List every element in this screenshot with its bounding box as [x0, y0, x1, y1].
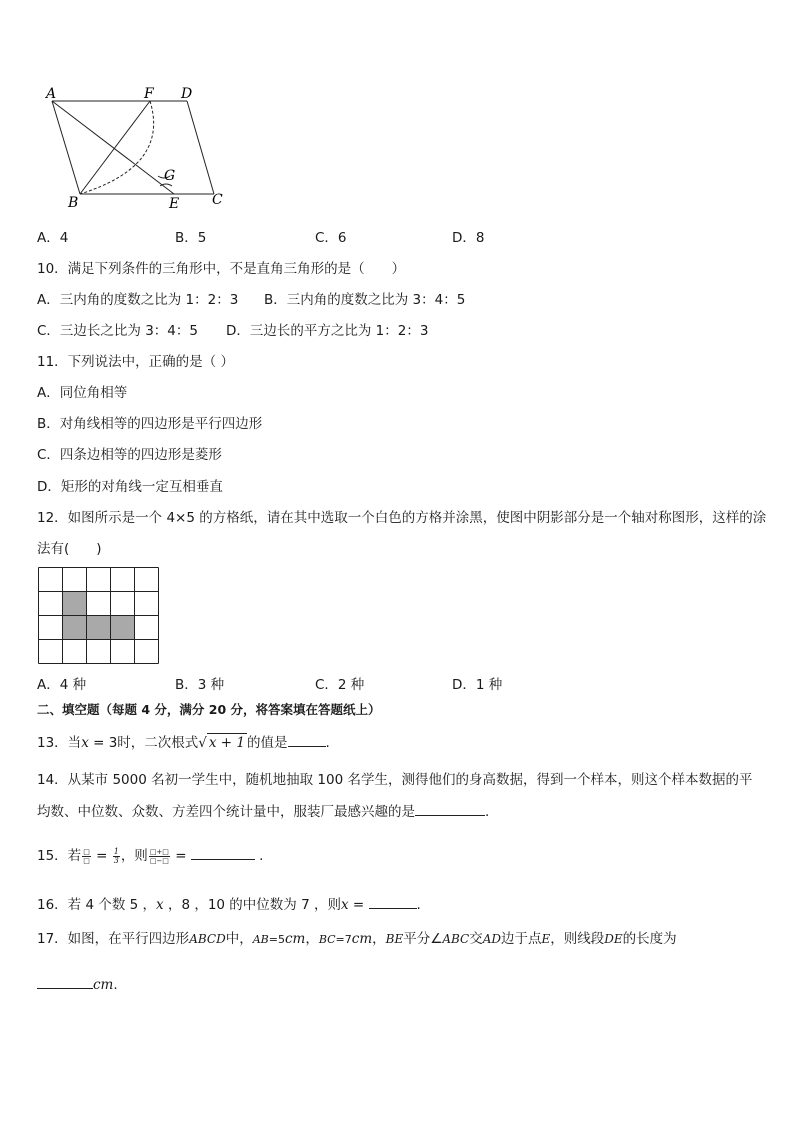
shaded-cell [62, 591, 86, 615]
q16-line: 16．若 4 个数 5 ，x ，8 ，10 的中位数为 7 ，则x = . [37, 897, 421, 913]
q12-stem-line1: 12．如图所示是一个 4×5 的方格纸，请在其中选取一个白色的方格并涂黑，使图中阴影部分是一个轴对称图形，这样的涂 [37, 510, 767, 526]
q9-option-b: B．5 [175, 230, 207, 246]
q11-option-b: B．对角线相等的四边形是平行四边形 [37, 416, 263, 432]
q10-stem: 10．满足下列条件的三角形中，不是直角三角形的是（ ） [37, 261, 406, 277]
label-b: B [68, 195, 79, 211]
q9-option-a: A．4 [37, 230, 69, 246]
q17-line1: 17．如图，在平行四边形ABCD中，AB=5cm，BC=7cm，BE平分∠ABC交AD边于点E，则线段DE的长度为 [37, 931, 677, 947]
label-e: E [169, 196, 180, 212]
label-g: G [164, 168, 176, 184]
q11-option-c: C．四条边相等的四边形是菱形 [37, 447, 222, 463]
label-a: A [46, 86, 57, 102]
q10-option-d: D．三边长的平方之比为 1：2：3 [226, 323, 429, 339]
shaded-cell [62, 615, 86, 639]
q10-option-b: B．三内角的度数之比为 3：4：5 [264, 292, 466, 308]
q12-option-d: D．1 种 [452, 677, 503, 693]
q11-stem: 11．下列说法中，正确的是（ ） [37, 354, 234, 370]
q14-line2: 均数、中位数、众数、方差四个统计量中，服装厂最感兴趣的是 . [37, 804, 490, 820]
q9-option-d: D．8 [452, 230, 485, 246]
parallelogram-figure [40, 86, 240, 212]
grid-figure [38, 567, 160, 665]
q12-option-c: C．2 种 [315, 677, 365, 693]
q17-line2: cm. [37, 975, 118, 994]
label-c: C [212, 192, 223, 208]
q17-answer-blank[interactable] [37, 975, 93, 989]
q10-option-c: C．三边长之比为 3：4：5 [37, 323, 198, 339]
q16-answer-blank[interactable] [369, 895, 417, 909]
q12-option-a: A．4 种 [37, 677, 87, 693]
q9-option-c: C．6 [315, 230, 347, 246]
segment-bf [80, 101, 150, 194]
q11-option-d: D．矩形的对角线一定互相垂直 [37, 479, 223, 495]
q10-option-a: A．三内角的度数之比为 1：2：3 [37, 292, 239, 308]
q12-stem-line2: 法有( ) [37, 541, 102, 557]
side-dc [187, 101, 214, 194]
q15-answer-blank[interactable] [191, 846, 255, 860]
side-ab [52, 101, 80, 194]
q12-option-b: B．3 种 [175, 677, 225, 693]
label-d: D [181, 86, 193, 102]
q14-line1: 14．从某市 5000 名初一学生中，随机地抽取 100 名学生，测得他们的身高数据，得到一个样本，则这个样本数据的平 [37, 772, 753, 788]
q13-answer-blank[interactable] [288, 733, 326, 747]
shaded-cell [86, 615, 110, 639]
q13-line: 13．当x = 3时，二次根式√ x + 1 的值是 . [37, 735, 330, 751]
section-heading: 二、填空题（每题 4 分，满分 20 分，将答案填在答题纸上） [37, 702, 381, 717]
shaded-cell [110, 615, 134, 639]
q11-option-a: A．同位角相等 [37, 385, 128, 401]
q14-answer-blank[interactable] [415, 802, 485, 816]
label-f: F [144, 86, 154, 102]
q15-line: 15．若 $\frac{□}{□}$ = $\frac{1}{3}$ ，则 $\frac{□+□}{□-□}$ = . [37, 846, 264, 865]
